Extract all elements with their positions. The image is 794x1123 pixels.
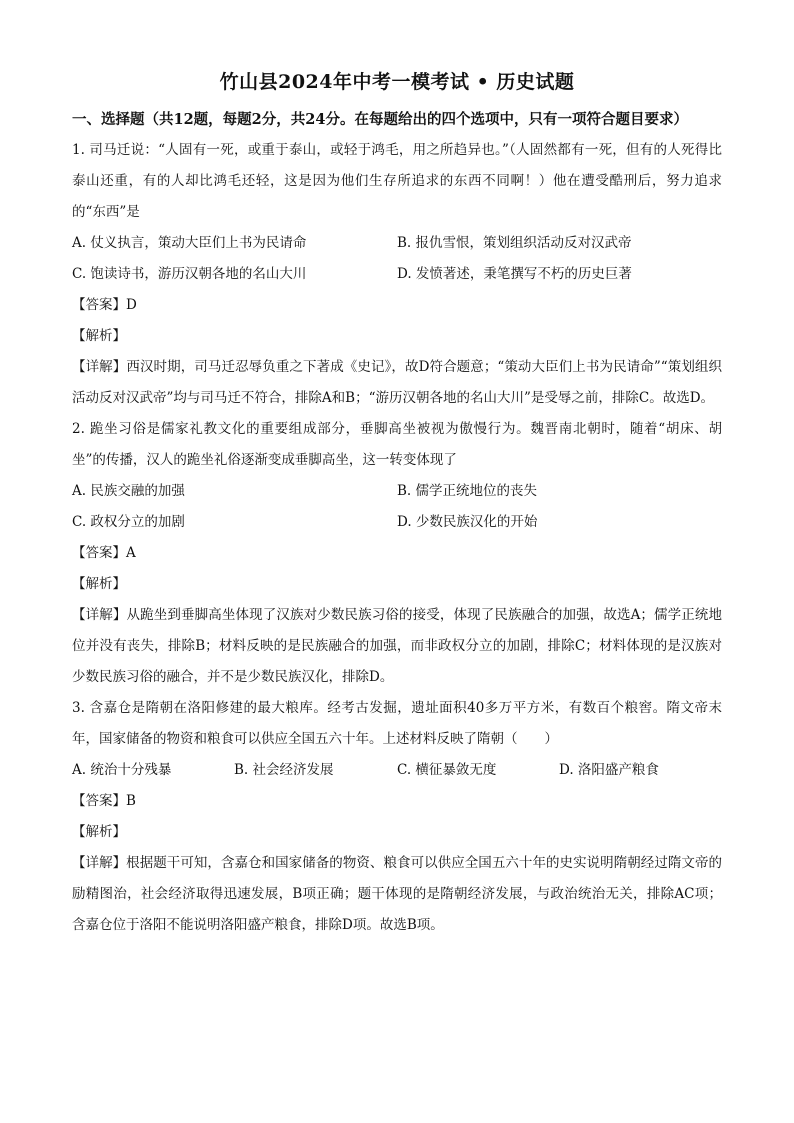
option-a: A. 民族交融的加强 bbox=[72, 483, 185, 499]
section-heading: 一、选择题（共12题，每题2分，共24分。在每题给出的四个选项中，只有一项符合题目要求） bbox=[72, 111, 688, 128]
document-page bbox=[72, 58, 722, 941]
option-a: A. 仗义执言，策动大臣们上书为民请命 bbox=[72, 235, 307, 251]
option-d: D. 发愤著述，秉笔撰写不朽的历史巨著 bbox=[397, 266, 632, 282]
question-stem: 3. 含嘉仓是隋朝在洛阳修建的最大粮库。经考古发掘，遗址面积40多万平方米，有数百个粮窖。隋文帝末年，国家储备的物资和粮食可以供应全国五六十年。上述材料反映了隋朝（ ） bbox=[72, 700, 722, 747]
analysis-heading: 【解析】 bbox=[72, 824, 126, 840]
page-title: 竹山县2024年中考一模考试 • 历史试题 bbox=[219, 71, 575, 93]
option-b: B. 社会经济发展 bbox=[234, 762, 334, 778]
answer-line: 【答案】B bbox=[72, 793, 136, 809]
analysis-heading: 【解析】 bbox=[72, 328, 126, 344]
analysis-heading: 【解析】 bbox=[72, 576, 126, 592]
option-list bbox=[72, 228, 722, 290]
question-2 bbox=[72, 414, 722, 693]
question-1 bbox=[72, 135, 722, 414]
option-list bbox=[72, 476, 722, 538]
question-3 bbox=[72, 693, 722, 941]
option-list bbox=[72, 755, 722, 786]
answer-line: 【答案】A bbox=[72, 545, 136, 561]
option-d: D. 洛阳盛产粮食 bbox=[559, 762, 659, 778]
detail-explanation: 【详解】根据题干可知，含嘉仓和国家储备的物资、粮食可以供应全国五六十年的史实说明隋朝经过隋文帝的励精图治，社会经济取得迅速发展，B项正确；题干体现的是隋朝经济发展，与政治统治无关，排除AC项；含嘉仓位于洛阳不能说明洛阳盛产粮食，排除D项。故选B项。 bbox=[72, 855, 722, 933]
detail-explanation: 【详解】从跪坐到垂脚高坐体现了汉族对少数民族习俗的接受，体现了民族融合的加强，故选A；儒学正统地位并没有丧失，排除B；材料反映的是民族融合的加强，而非政权分立的加剧，排除C；材料体现的是汉族对少数民族习俗的融合，并不是少数民族汉化，排除D。 bbox=[72, 607, 722, 685]
question-stem: 1. 司马迁说：“人固有一死，或重于泰山，或轻于鸿毛，用之所趋异也。”（人固然都有一死，但有的人死得比泰山还重，有的人却比鸿毛还轻，这是因为他们生存所追求的东西不同啊！）他在遭受酷刑后，努力追求的“东西”是 bbox=[72, 142, 722, 220]
detail-explanation: 【详解】西汉时期，司马迁忍辱负重之下著成《史记》，故D符合题意；“策动大臣们上书为民请命”“策划组织活动反对汉武帝”均与司马迁不符合，排除A和B；“游历汉朝各地的名山大川”是受辱之前，排除C。故选D。 bbox=[72, 359, 722, 406]
option-c: C. 政权分立的加剧 bbox=[72, 514, 185, 530]
option-b: B. 儒学正统地位的丧失 bbox=[397, 483, 538, 499]
option-a: A. 统治十分残暴 bbox=[72, 762, 172, 778]
option-d: D. 少数民族汉化的开始 bbox=[397, 514, 538, 530]
option-c: C. 横征暴敛无度 bbox=[397, 762, 497, 778]
option-b: B. 报仇雪恨，策划组织活动反对汉武帝 bbox=[397, 235, 632, 251]
option-c: C. 饱读诗书，游历汉朝各地的名山大川 bbox=[72, 266, 307, 282]
question-stem: 2. 跪坐习俗是儒家礼教文化的重要组成部分，垂脚高坐被视为傲慢行为。魏晋南北朝时，随着“胡床、胡坐”的传播，汉人的跪坐礼俗逐渐变成垂脚高坐，这一转变体现了 bbox=[72, 421, 722, 468]
answer-line: 【答案】D bbox=[72, 297, 137, 313]
